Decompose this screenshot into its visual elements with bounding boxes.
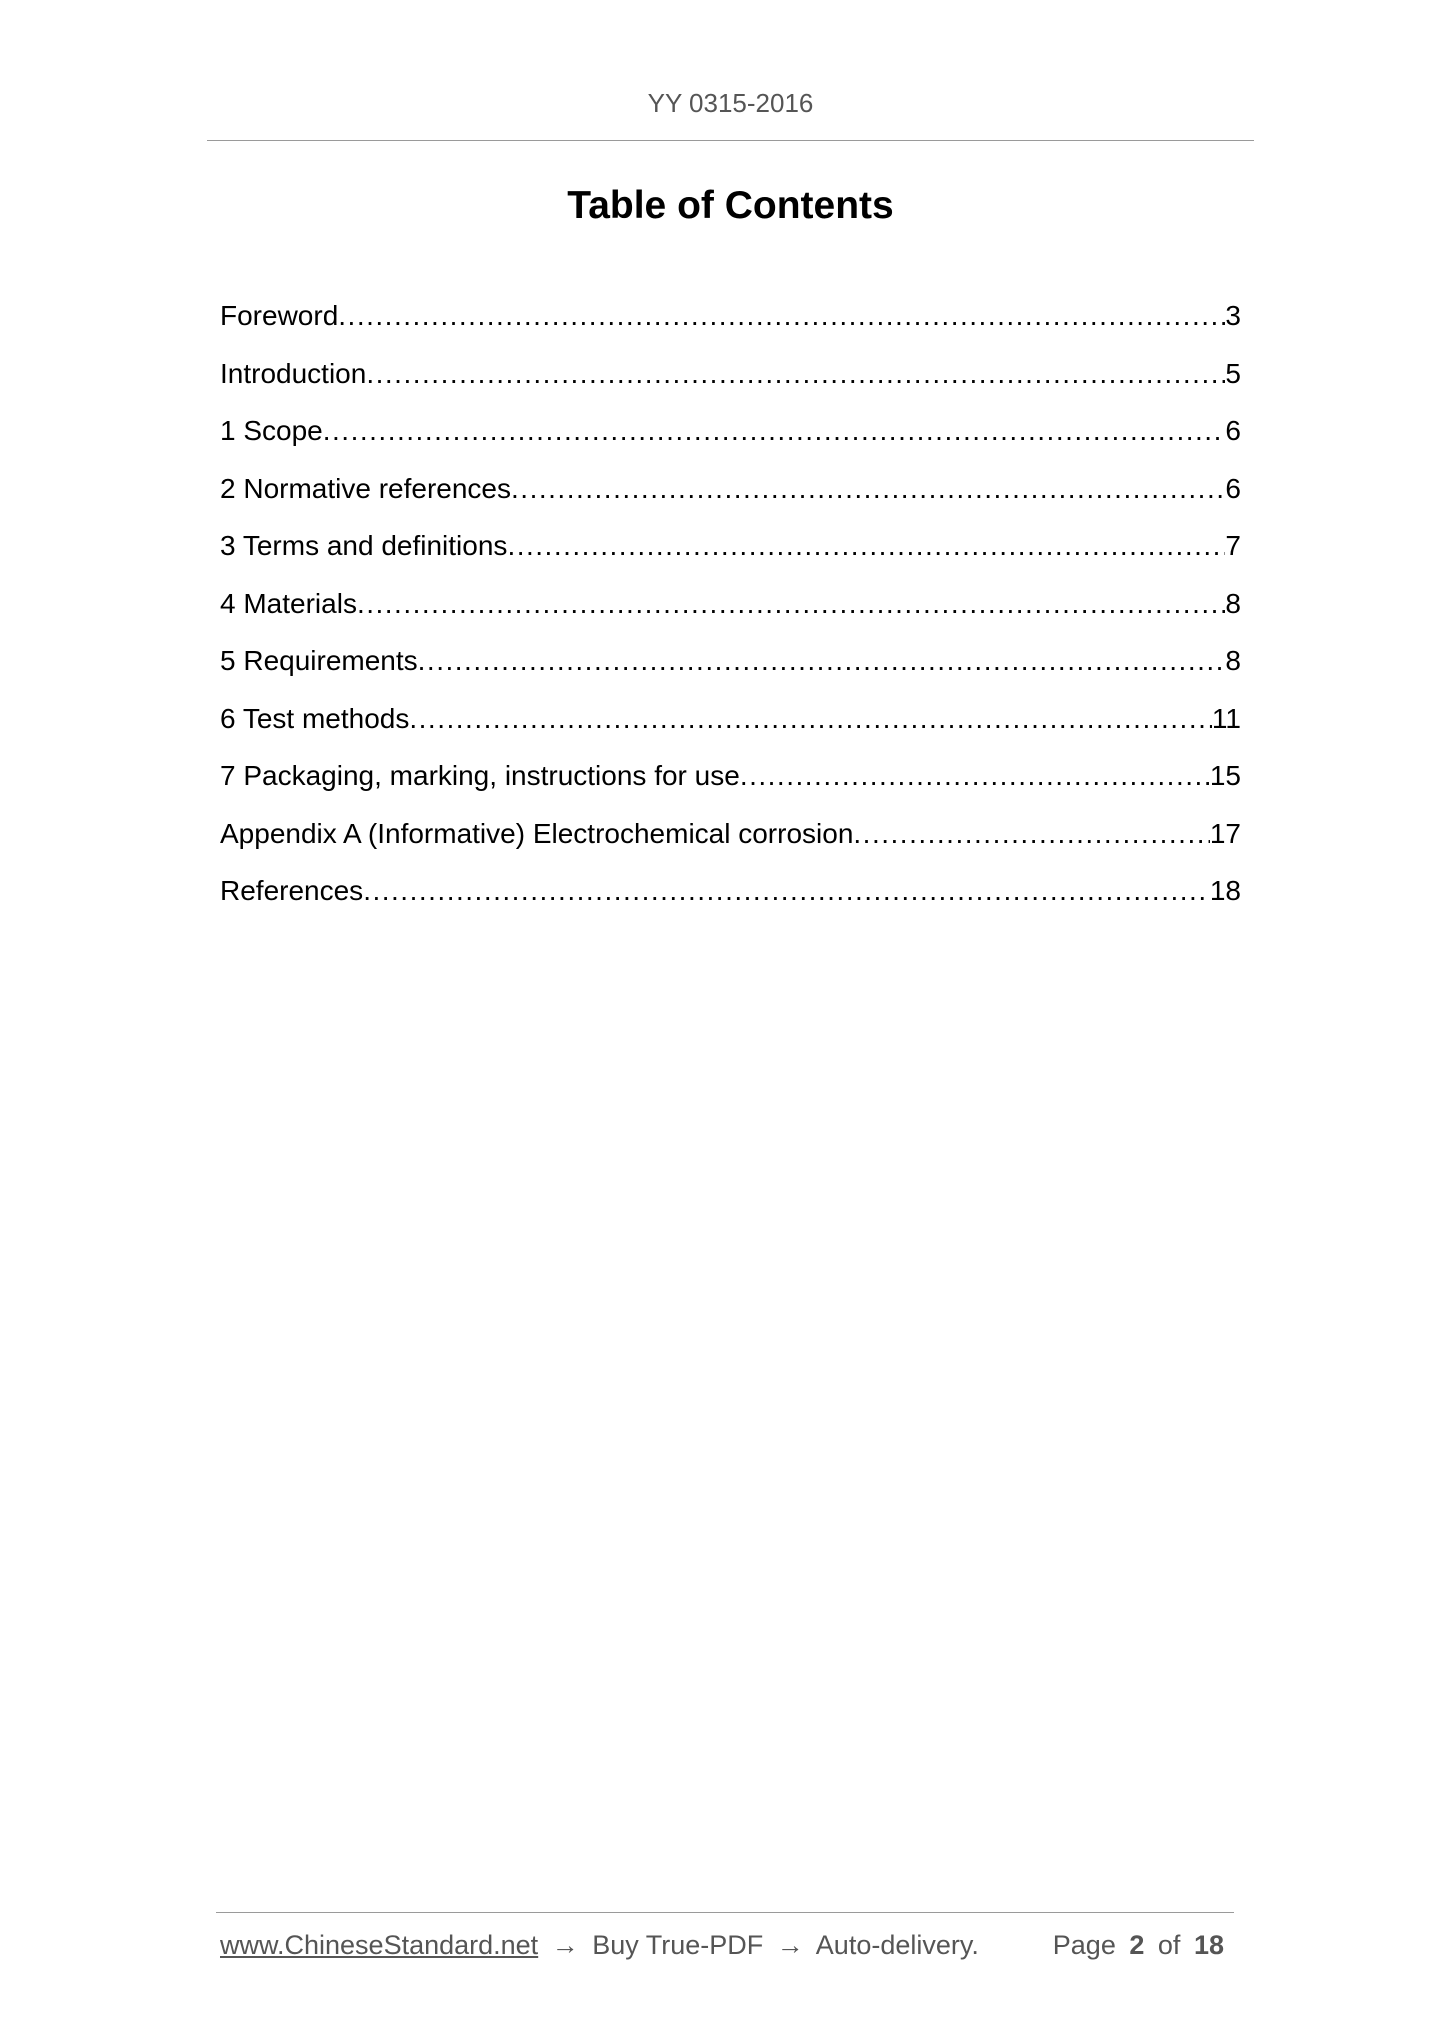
site-link[interactable]: www.ChineseStandard.net — [220, 1930, 539, 1960]
total-page-count: 18 — [1193, 1930, 1224, 1960]
toc-entry-introduction[interactable] — [220, 354, 1241, 412]
of-word: of — [1157, 1930, 1181, 1960]
footer-promo — [220, 1930, 979, 1961]
toc-entry-label: Appendix A (Informative) Electrochemical corrosion — [220, 817, 854, 849]
toc-entry-label: 6 Test methods — [220, 702, 410, 734]
toc-leader-dots — [511, 469, 1225, 509]
auto-delivery-text: Auto-delivery. — [815, 1930, 979, 1960]
toc-entry-label: Introduction — [220, 357, 367, 389]
toc-leader-dots — [338, 296, 1225, 336]
toc-entry-label: 2 Normative references — [220, 472, 512, 504]
running-header: YY 0315-2016 — [647, 88, 814, 118]
toc-leader-dots — [507, 526, 1225, 566]
toc-entry-page: 17 — [1209, 817, 1241, 849]
toc-entry-page: 8 — [1225, 587, 1241, 619]
toc-entry-label: 5 Requirements — [220, 645, 418, 676]
toc-entry-page: 6 — [1225, 415, 1241, 446]
toc-entry-requirements[interactable] — [220, 641, 1241, 699]
toc-entry-label: 3 Terms and definitions — [220, 530, 508, 561]
toc-entry-label: 7 Packaging, marking, instructions for use — [220, 760, 740, 791]
toc-entry-page: 5 — [1225, 357, 1241, 389]
toc-entry-materials[interactable] — [220, 584, 1241, 642]
toc-entry-page: 18 — [1209, 875, 1241, 906]
arrow-right-icon: → — [551, 1930, 579, 1960]
toc-leader-dots — [853, 814, 1209, 854]
toc-entry-page: 8 — [1225, 645, 1241, 676]
toc-entry-scope[interactable] — [220, 411, 1241, 469]
page-title: Table of Contents — [567, 184, 894, 227]
toc-entry-terms-and-definitions[interactable] — [220, 526, 1241, 584]
toc-entry-label: Foreword — [220, 300, 339, 331]
toc-entry-label: 4 Materials — [220, 587, 357, 619]
toc-leader-dots — [418, 641, 1226, 681]
page-footer — [220, 1930, 1230, 1961]
toc-leader-dots — [323, 411, 1226, 451]
current-page-number: 2 — [1129, 1930, 1145, 1960]
toc-entry-page: 11 — [1211, 702, 1241, 734]
page-word: Page — [1052, 1930, 1116, 1960]
toc-entry-appendix-a[interactable] — [220, 814, 1241, 872]
toc-entry-page: 6 — [1225, 472, 1241, 504]
toc-entry-page: 3 — [1225, 300, 1241, 331]
toc-entry-test-methods[interactable] — [220, 699, 1241, 757]
header-divider — [207, 140, 1254, 141]
toc-entry-page: 15 — [1209, 760, 1241, 791]
table-of-contents — [220, 296, 1241, 929]
toc-entry-label: References — [220, 875, 364, 906]
buy-true-pdf-text: Buy True-PDF — [592, 1930, 764, 1960]
toc-entry-references[interactable] — [220, 871, 1241, 929]
toc-leader-dots — [740, 756, 1210, 796]
arrow-right-icon: → — [776, 1930, 804, 1960]
toc-entry-normative-references[interactable] — [220, 469, 1241, 527]
toc-leader-dots — [366, 354, 1225, 394]
footer-divider — [216, 1912, 1234, 1913]
toc-entry-page: 7 — [1225, 530, 1241, 561]
toc-entry-foreword[interactable] — [220, 296, 1241, 354]
toc-leader-dots — [363, 871, 1210, 911]
toc-entry-label: 1 Scope — [220, 415, 323, 446]
page-number — [1053, 1930, 1230, 1961]
toc-entry-packaging[interactable] — [220, 756, 1241, 814]
toc-leader-dots — [357, 584, 1225, 624]
toc-leader-dots — [409, 699, 1212, 739]
